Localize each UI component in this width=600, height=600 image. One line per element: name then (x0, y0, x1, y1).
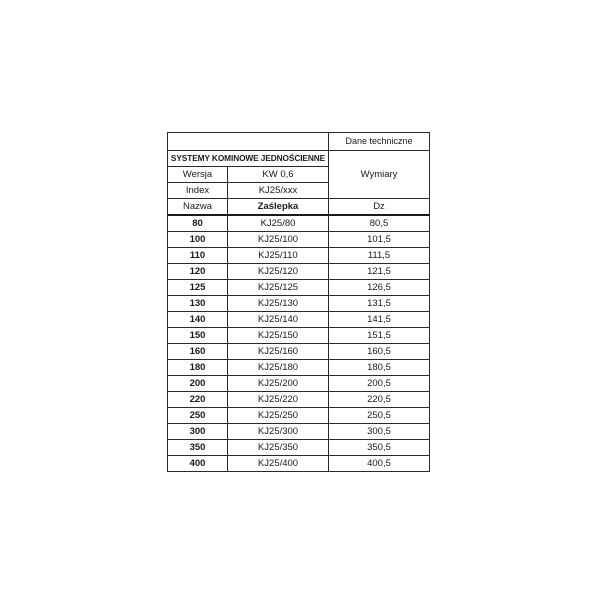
table-row (168, 264, 430, 280)
dane-techniczne-header: Dane techniczne (329, 133, 430, 151)
wymiary-header: Wymiary (329, 151, 430, 199)
technical-data-table (167, 132, 430, 472)
dz-cell: 111,5 (329, 248, 430, 264)
table-body (168, 133, 430, 472)
code-cell: KJ25/300 (228, 424, 329, 440)
table-row (168, 248, 430, 264)
table-row (168, 456, 430, 472)
size-cell: 160 (168, 344, 228, 360)
table-row (168, 440, 430, 456)
table-row (168, 344, 430, 360)
size-cell: 220 (168, 392, 228, 408)
dz-cell: 300,5 (329, 424, 430, 440)
table-row (168, 360, 430, 376)
code-cell: KJ25/110 (228, 248, 329, 264)
size-cell: 200 (168, 376, 228, 392)
code-cell: KJ25/100 (228, 232, 329, 248)
code-cell: KJ25/400 (228, 456, 329, 472)
code-cell: KJ25/250 (228, 408, 329, 424)
table-row (168, 376, 430, 392)
nazwa-value: Zaślepka (228, 199, 329, 216)
dz-cell: 400,5 (329, 456, 430, 472)
size-cell: 400 (168, 456, 228, 472)
dz-cell: 200,5 (329, 376, 430, 392)
table-row (168, 312, 430, 328)
table-row (168, 296, 430, 312)
code-cell: KJ25/120 (228, 264, 329, 280)
code-cell: KJ25/130 (228, 296, 329, 312)
size-cell: 140 (168, 312, 228, 328)
table-row (168, 392, 430, 408)
dz-cell: 350,5 (329, 440, 430, 456)
code-cell: KJ25/180 (228, 360, 329, 376)
empty-header-cell (168, 133, 329, 151)
size-cell: 110 (168, 248, 228, 264)
size-cell: 150 (168, 328, 228, 344)
code-cell: KJ25/150 (228, 328, 329, 344)
table-header-row (168, 133, 430, 151)
table-row (168, 408, 430, 424)
code-cell: KJ25/220 (228, 392, 329, 408)
nazwa-label: Nazwa (168, 199, 228, 216)
table-row (168, 424, 430, 440)
table-row (168, 232, 430, 248)
dz-cell: 151,5 (329, 328, 430, 344)
nazwa-row (168, 199, 430, 216)
dz-cell: 250,5 (329, 408, 430, 424)
dz-cell: 160,5 (329, 344, 430, 360)
index-value: KJ25/xxx (228, 183, 329, 199)
dz-label: Dz (329, 199, 430, 216)
size-cell: 120 (168, 264, 228, 280)
index-label: Index (168, 183, 228, 199)
dz-cell: 126,5 (329, 280, 430, 296)
size-cell: 100 (168, 232, 228, 248)
size-cell: 125 (168, 280, 228, 296)
code-cell: KJ25/80 (228, 215, 329, 232)
dz-cell: 180,5 (329, 360, 430, 376)
code-cell: KJ25/160 (228, 344, 329, 360)
code-cell: KJ25/200 (228, 376, 329, 392)
size-cell: 250 (168, 408, 228, 424)
size-cell: 350 (168, 440, 228, 456)
system-title-row (168, 151, 430, 167)
table-row (168, 215, 430, 232)
table-row (168, 328, 430, 344)
dz-cell: 80,5 (329, 215, 430, 232)
dz-cell: 141,5 (329, 312, 430, 328)
size-cell: 130 (168, 296, 228, 312)
dz-cell: 220,5 (329, 392, 430, 408)
size-cell: 80 (168, 215, 228, 232)
system-title: SYSTEMY KOMINOWE JEDNOŚCIENNE (168, 151, 329, 167)
dz-cell: 121,5 (329, 264, 430, 280)
dz-cell: 101,5 (329, 232, 430, 248)
code-cell: KJ25/140 (228, 312, 329, 328)
wersja-label: Wersja (168, 167, 228, 183)
size-cell: 300 (168, 424, 228, 440)
dz-cell: 131,5 (329, 296, 430, 312)
table-row (168, 280, 430, 296)
wersja-value: KW 0,6 (228, 167, 329, 183)
code-cell: KJ25/350 (228, 440, 329, 456)
code-cell: KJ25/125 (228, 280, 329, 296)
size-cell: 180 (168, 360, 228, 376)
